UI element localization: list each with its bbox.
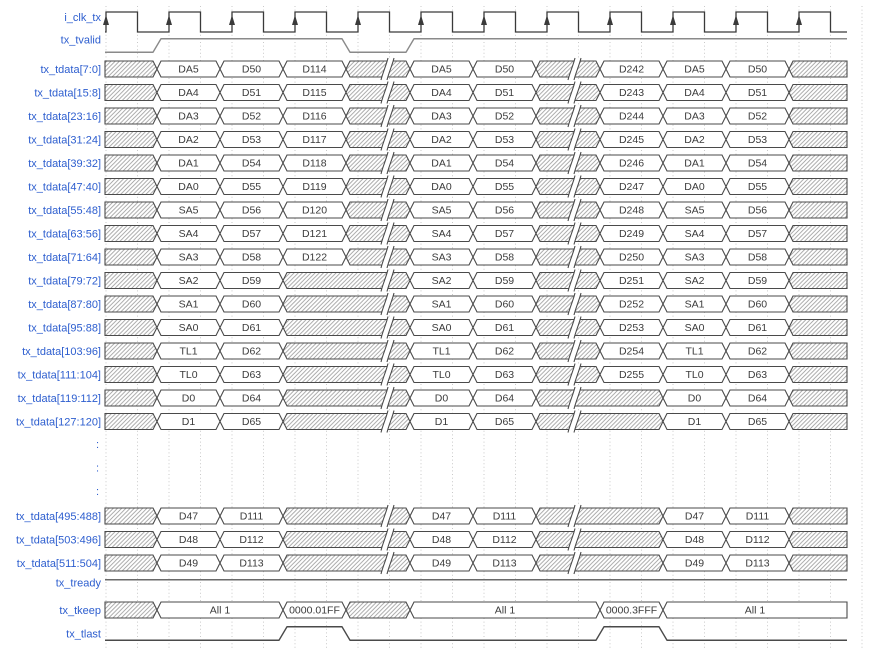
bus-cell-value: SA0 — [178, 322, 199, 335]
bus-cell-value: DA4 — [178, 87, 199, 100]
bus-cell-hatched — [105, 226, 157, 242]
bus-cell-value: DA5 — [178, 63, 199, 76]
bus-cell-hatched — [789, 296, 847, 312]
bus-cell-value: DA4 — [431, 87, 452, 100]
signal-label: tx_tready — [55, 577, 101, 590]
bus-cell-hatched — [789, 155, 847, 171]
bus-cell-value: D111 — [239, 510, 264, 523]
bus-cell-hatched — [789, 532, 847, 548]
bus-cell-value: D113 — [492, 557, 517, 570]
bus-cell-value: D49 — [178, 557, 199, 570]
bus-cell-hatched — [346, 61, 410, 77]
bus-cell-value: D252 — [618, 298, 645, 311]
bus-cell-hatched — [789, 132, 847, 148]
bus-cell-hatched — [536, 202, 600, 218]
bus-cell-value: D113 — [239, 557, 264, 570]
bus-cell-value: D62 — [241, 345, 262, 358]
bus-cell-value: D59 — [747, 275, 768, 288]
bus-cell-hatched — [789, 555, 847, 571]
bus-cell-hatched — [536, 249, 600, 265]
signal-row-bus — [18, 364, 847, 386]
signal-label: tx_tdata[79:72] — [28, 275, 101, 288]
bus-cell-value: D49 — [431, 557, 452, 570]
bus-cell-hatched — [789, 179, 847, 195]
bus-cell-value: SA2 — [431, 275, 452, 288]
bus-cell-value: DA3 — [684, 110, 705, 123]
bus-cell-hatched — [789, 202, 847, 218]
bus-cell-value: SA2 — [178, 275, 199, 288]
signal-label: tx_tlast — [66, 628, 101, 641]
bus-cell-hatched — [346, 249, 410, 265]
bus-cell-value: D63 — [747, 369, 768, 382]
bus-cell-value: D117 — [302, 134, 327, 147]
bus-cell-value: TL0 — [685, 369, 704, 382]
bus-cell-value: D242 — [618, 63, 645, 76]
bus-cell-value: D245 — [618, 134, 645, 147]
bus-cell-value: D52 — [494, 110, 515, 123]
bus-cell-value: DA3 — [431, 110, 452, 123]
bus-cell-value: D64 — [747, 392, 768, 405]
signal-row-bus — [16, 505, 847, 527]
bus-cell-hatched — [789, 508, 847, 524]
bus-cell-value: D243 — [618, 87, 645, 100]
signal-label: tx_tvalid — [60, 34, 101, 47]
bus-cell-value: D48 — [431, 534, 452, 547]
bus-cell-value: SA5 — [684, 204, 705, 217]
bus-cell-value: D53 — [747, 134, 768, 147]
bus-cell-value: DA0 — [684, 181, 705, 194]
bus-cell-hatched — [105, 367, 157, 383]
bus-cell-value: D122 — [301, 251, 328, 264]
bus-cell-value: D65 — [747, 416, 768, 429]
bus-cell-hatched — [536, 273, 600, 289]
bus-cell-value: D60 — [241, 298, 262, 311]
bus-cell-value: SA3 — [431, 251, 452, 264]
bus-cell-hatched — [105, 343, 157, 359]
bus-cell-value: D52 — [241, 110, 262, 123]
bus-cell-hatched — [789, 367, 847, 383]
bus-cell-value: DA3 — [178, 110, 199, 123]
bus-cell-hatched — [105, 296, 157, 312]
bus-cell-value: SA1 — [684, 298, 705, 311]
bus-cell-value: SA4 — [178, 228, 199, 241]
bus-cell-value: SA4 — [684, 228, 705, 241]
bus-cell-value: SA3 — [178, 251, 199, 264]
bus-cell-value: SA1 — [178, 298, 199, 311]
signal-label: tx_tdata[111:104] — [17, 369, 101, 382]
bus-cell-value: D111 — [745, 510, 770, 523]
bus-cell-value: DA1 — [684, 157, 705, 170]
bus-cell-value: 0000.3FFF — [605, 604, 658, 617]
bus-cell-value: D55 — [494, 181, 515, 194]
bus-cell-value: D51 — [747, 87, 768, 100]
bus-cell-value: D254 — [618, 345, 645, 358]
bus-cell-hatched — [346, 602, 410, 618]
signal-row-bus — [16, 411, 847, 433]
bus-cell-value: D57 — [747, 228, 768, 241]
bus-cell-value: D116 — [302, 110, 327, 123]
bus-cell-value: D64 — [494, 392, 515, 405]
bus-cell-hatched — [105, 85, 157, 101]
bus-cell-hatched — [105, 390, 157, 406]
bus-cell-value: D251 — [618, 275, 645, 288]
bus-cell-hatched — [789, 273, 847, 289]
bus-cell-value: D0 — [434, 392, 449, 405]
bus-cell-value: DA1 — [178, 157, 199, 170]
bus-cell-value: SA4 — [431, 228, 452, 241]
bus-cell-value: DA5 — [684, 63, 705, 76]
bus-cell-value: D1 — [181, 416, 196, 429]
bus-cell-hatched — [536, 226, 600, 242]
bus-cell-value: TL1 — [685, 345, 704, 358]
bus-cell-hatched — [536, 61, 600, 77]
bus-cell-value: D115 — [302, 87, 327, 100]
bus-cell-value: D52 — [747, 110, 768, 123]
bus-cell-value: D54 — [747, 157, 768, 170]
bus-cell-hatched — [346, 202, 410, 218]
bus-cell-value: SA2 — [684, 275, 705, 288]
bus-cell-hatched — [789, 61, 847, 77]
signal-label: tx_tdata[55:48] — [28, 204, 101, 217]
bus-cell-hatched — [105, 202, 157, 218]
bus-cell-hatched — [536, 367, 600, 383]
bus-cell-value: D56 — [747, 204, 768, 217]
bus-cell-value: D54 — [241, 157, 262, 170]
signal-label: tx_tdata[119:112] — [17, 392, 101, 405]
bus-cell-value: D56 — [241, 204, 262, 217]
bus-cell-value: D255 — [618, 369, 645, 382]
bus-cell-hatched — [346, 85, 410, 101]
bus-cell-hatched — [346, 179, 410, 195]
bus-cell-hatched — [346, 132, 410, 148]
bus-cell-value: D47 — [178, 510, 199, 523]
signal-label: tx_tdata[39:32] — [28, 157, 101, 170]
bus-cell-value: D58 — [494, 251, 515, 264]
ellipsis-dot: : — [95, 462, 100, 475]
signal-label: tx_tdata[31:24] — [28, 134, 101, 147]
bus-cell-value: D61 — [494, 322, 515, 335]
bus-cell-value: D253 — [618, 322, 645, 335]
bus-cell-value: D247 — [618, 181, 645, 194]
bus-cell-value: D62 — [747, 345, 768, 358]
bus-cell-value: TL0 — [179, 369, 198, 382]
bus-cell-value: TL1 — [432, 345, 451, 358]
bus-cell-hatched — [105, 249, 157, 265]
bus-cell-hatched — [789, 390, 847, 406]
bus-cell-value: D119 — [302, 181, 327, 194]
bus-cell-hatched — [346, 226, 410, 242]
bus-cell-value: D118 — [302, 157, 327, 170]
bus-cell-value: D113 — [745, 557, 770, 570]
ellipsis-dot: : — [95, 486, 100, 498]
bus-cell-value: D60 — [747, 298, 768, 311]
bus-cell-value: D47 — [431, 510, 452, 523]
bus-cell-value: D58 — [747, 251, 768, 264]
bus-cell-hatched — [536, 320, 600, 336]
bus-cell-value: All 1 — [209, 604, 231, 617]
bus-cell-hatched — [536, 508, 663, 524]
bus-cell-value: D114 — [302, 63, 327, 76]
bus-cell-value: D112 — [745, 534, 770, 547]
bus-cell-value: D250 — [618, 251, 645, 264]
bus-cell-value: D50 — [241, 63, 262, 76]
bus-cell-value: DA1 — [431, 157, 452, 170]
bus-cell-hatched — [105, 532, 157, 548]
bus-cell-value: D111 — [492, 510, 517, 523]
bus-cell-value: 0000.01FF — [289, 604, 340, 617]
bus-cell-value: SA5 — [431, 204, 452, 217]
bus-cell-value: D249 — [618, 228, 645, 241]
bus-cell-value: D63 — [241, 369, 262, 382]
bus-cell-value: DA2 — [431, 134, 452, 147]
signal-label: tx_tdata[15:8] — [34, 87, 101, 100]
bus-cell-value: D64 — [241, 392, 262, 405]
bus-cell-value: DA0 — [431, 181, 452, 194]
bus-cell-hatched — [105, 273, 157, 289]
bus-cell-hatched — [105, 508, 157, 524]
bus-cell-value: D63 — [494, 369, 515, 382]
bus-cell-value: D50 — [747, 63, 768, 76]
bus-cell-value: D56 — [494, 204, 515, 217]
bus-cell-value: DA0 — [178, 181, 199, 194]
ellipsis-dots — [96, 439, 99, 498]
signal-label: tx_tdata[7:0] — [40, 63, 101, 76]
signal-row-bus — [59, 602, 847, 618]
bus-cell-hatched — [536, 85, 600, 101]
signal-row-bus — [16, 529, 847, 551]
bus-cell-hatched — [536, 132, 600, 148]
bus-cell-hatched — [536, 390, 663, 406]
bus-cell-value: DA2 — [684, 134, 705, 147]
bus-cell-value: D53 — [494, 134, 515, 147]
signal-label: tx_tdata[511:504] — [16, 557, 101, 570]
signal-row-bus — [18, 387, 847, 409]
signal-label: tx_tdata[23:16] — [28, 110, 101, 123]
bus-cell-value: D51 — [241, 87, 262, 100]
signal-label: tx_tdata[495:488] — [15, 510, 101, 523]
bus-cell-value: D244 — [618, 110, 645, 123]
bus-cell-value: D65 — [241, 416, 262, 429]
bus-cell-value: D248 — [618, 204, 645, 217]
bus-cell-hatched — [536, 343, 600, 359]
ellipsis-dot: : — [95, 439, 100, 451]
bus-cell-value: D112 — [239, 534, 264, 547]
bus-cell-hatched — [346, 108, 410, 124]
bus-cell-hatched — [536, 532, 663, 548]
bus-cell-hatched — [536, 296, 600, 312]
bus-cell-value: TL0 — [432, 369, 451, 382]
bus-cell-value: D62 — [494, 345, 515, 358]
bus-cell-hatched — [536, 155, 600, 171]
bus-cell-value: SA0 — [684, 322, 705, 335]
signal-row-bus — [17, 552, 847, 574]
bus-cell-value: D55 — [747, 181, 768, 194]
bus-cell-value: D54 — [494, 157, 515, 170]
bus-cell-value: All 1 — [744, 604, 766, 617]
bus-cell-value: SA5 — [178, 204, 199, 217]
bus-cell-hatched — [536, 414, 663, 430]
bus-cell-value: D120 — [301, 204, 328, 217]
bus-cell-value: D47 — [684, 510, 705, 523]
bus-cell-value: DA4 — [684, 87, 705, 100]
bus-cell-value: D48 — [684, 534, 705, 547]
bus-cell-hatched — [105, 414, 157, 430]
bus-cell-hatched — [536, 555, 663, 571]
bus-cell-value: DA2 — [178, 134, 199, 147]
bus-cell-hatched — [536, 108, 600, 124]
bus-cell-value: DA5 — [431, 63, 452, 76]
bus-cell-value: D121 — [301, 228, 328, 241]
signal-label: tx_tdata[103:96] — [22, 345, 101, 358]
bus-cell-hatched — [536, 179, 600, 195]
bus-cell-hatched — [105, 155, 157, 171]
bus-cell-value: D51 — [494, 87, 515, 100]
bus-cell-value: D49 — [684, 557, 705, 570]
signal-label: i_clk_tx — [64, 11, 101, 24]
bus-cell-hatched — [789, 343, 847, 359]
bus-cell-value: D58 — [241, 251, 262, 264]
bus-cell-value: D57 — [241, 228, 262, 241]
bus-cell-hatched — [105, 320, 157, 336]
bus-cell-value: D1 — [434, 416, 449, 429]
bus-cell-value: TL1 — [179, 345, 198, 358]
signal-label: tx_tdata[87:80] — [28, 298, 101, 311]
bus-cell-value: D53 — [241, 134, 262, 147]
bus-cell-hatched — [105, 179, 157, 195]
bus-cell-value: D0 — [181, 392, 196, 405]
bus-cell-value: SA1 — [431, 298, 452, 311]
bus-cell-value: D55 — [241, 181, 262, 194]
signal-label: tx_tkeep — [59, 604, 101, 617]
bus-cell-value: D50 — [494, 63, 515, 76]
signal-label: tx_tdata[71:64] — [28, 251, 101, 264]
bus-cell-value: D59 — [494, 275, 515, 288]
bus-cell-value: SA3 — [684, 251, 705, 264]
bus-cell-hatched — [789, 226, 847, 242]
bus-cell-hatched — [789, 85, 847, 101]
bus-cell-hatched — [105, 555, 157, 571]
signal-label: tx_tdata[127:120] — [15, 416, 101, 429]
bus-cell-value: D61 — [747, 322, 768, 335]
bus-cell-value: All 1 — [494, 604, 516, 617]
bus-cell-value: D61 — [241, 322, 262, 335]
bus-cell-value: D60 — [494, 298, 515, 311]
bus-cell-value: D65 — [494, 416, 515, 429]
signal-label: tx_tdata[95:88] — [28, 322, 101, 335]
signal-label: tx_tdata[47:40] — [28, 181, 101, 194]
bus-cell-value: D48 — [178, 534, 199, 547]
bus-cell-hatched — [789, 320, 847, 336]
bus-cell-value: SA0 — [431, 322, 452, 335]
bus-cell-hatched — [789, 108, 847, 124]
signal-label: tx_tdata[63:56] — [28, 228, 101, 241]
bus-cell-hatched — [105, 108, 157, 124]
bus-cell-hatched — [105, 61, 157, 77]
bus-cell-hatched — [789, 249, 847, 265]
bus-cell-value: D0 — [687, 392, 702, 405]
bus-cell-value: D59 — [241, 275, 262, 288]
bus-cell-hatched — [105, 132, 157, 148]
bus-cell-value: D57 — [494, 228, 515, 241]
bus-cell-hatched — [346, 155, 410, 171]
bus-cell-hatched — [789, 414, 847, 430]
bus-cell-value: D1 — [687, 416, 702, 429]
signal-label: tx_tdata[503:496] — [15, 534, 101, 547]
bus-cell-value: D112 — [492, 534, 517, 547]
bus-cell-value: D246 — [618, 157, 645, 170]
bus-cell-hatched — [105, 602, 157, 618]
